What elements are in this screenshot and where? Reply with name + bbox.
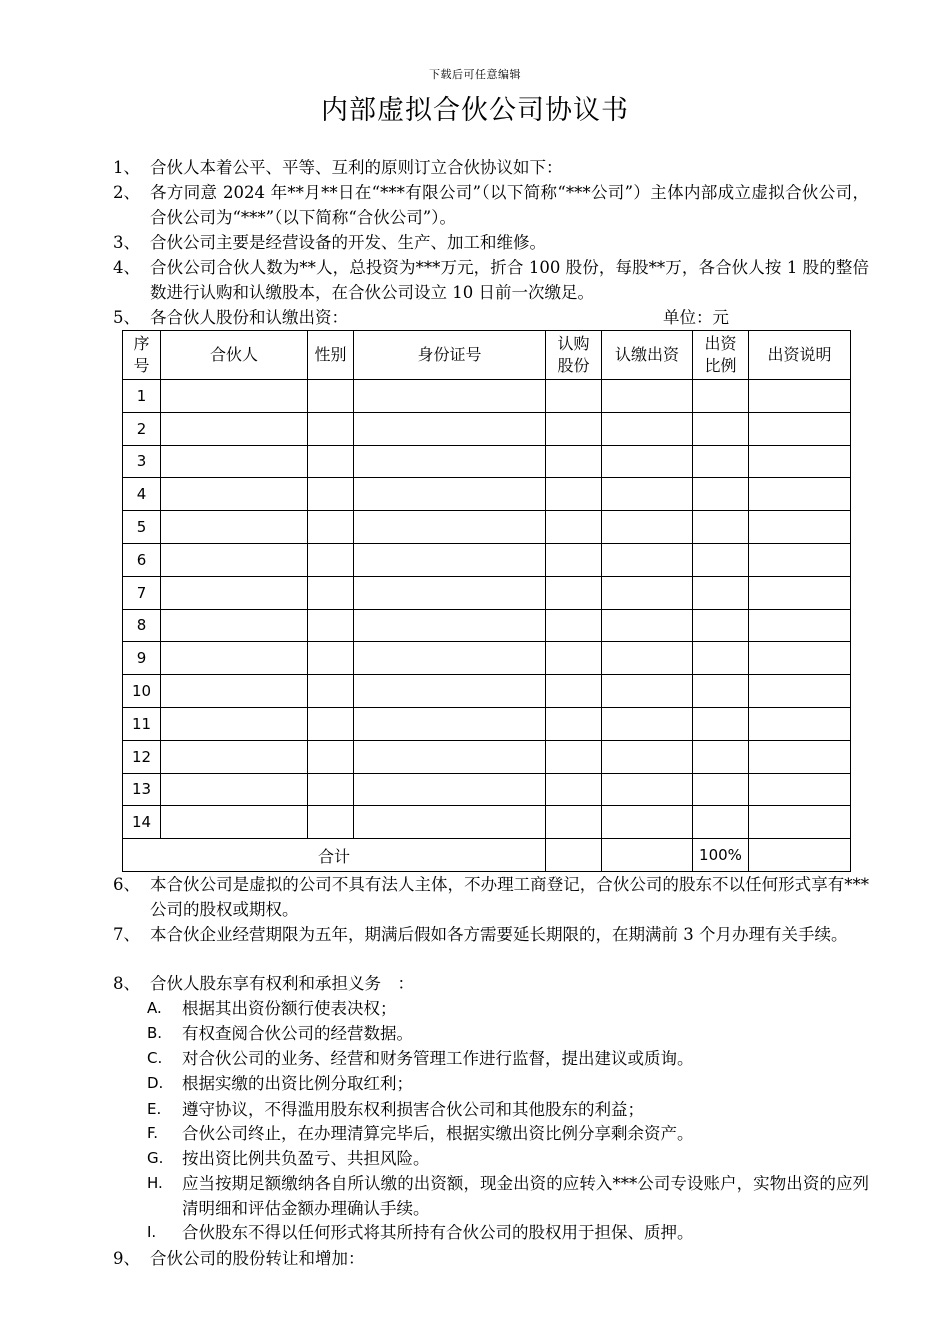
row-index-cell: 6 <box>123 543 161 576</box>
note-cell <box>749 511 851 544</box>
col-header-subscribed-capital: 认缴出资 <box>602 331 693 380</box>
id-number-cell <box>354 412 546 445</box>
id-number-cell <box>354 806 546 839</box>
gender-cell <box>308 806 354 839</box>
partner-name-cell <box>161 576 308 609</box>
clause-number: 8、 <box>113 974 140 993</box>
id-number-cell <box>354 609 546 642</box>
table-row <box>123 380 851 413</box>
capital-cell <box>602 511 693 544</box>
sub-clause-letter: E. <box>147 1100 162 1118</box>
sub-clause-text: 根据实缴的出资比例分取红利； <box>182 1074 413 1093</box>
sub-clause-letter: C. <box>147 1049 163 1067</box>
partner-name-cell <box>161 543 308 576</box>
table-row <box>123 675 851 708</box>
header-note: 下载后可任意编辑 <box>429 68 521 81</box>
sub-clause-b <box>147 1021 869 1046</box>
note-cell <box>749 609 851 642</box>
sub-clause-h <box>147 1171 869 1221</box>
capital-cell <box>602 576 693 609</box>
clause-number: 7、 <box>113 925 140 944</box>
partner-name-cell <box>161 707 308 740</box>
capital-cell <box>602 380 693 413</box>
capital-cell <box>602 609 693 642</box>
gender-cell <box>308 380 354 413</box>
row-index-cell: 1 <box>123 380 161 413</box>
note-cell <box>749 543 851 576</box>
capital-cell <box>602 412 693 445</box>
id-number-cell <box>354 707 546 740</box>
ratio-cell <box>693 642 749 675</box>
clause-9 <box>113 1246 869 1271</box>
sub-clause-c <box>147 1046 869 1071</box>
capital-cell <box>602 773 693 806</box>
sub-clause-text: 应当按期足额缴纳各自所认缴的出资额，现金出资的应转入***公司专设账户，实物出资的应列清明细和评估金额办理确认手续。 <box>182 1174 869 1218</box>
sub-clause-text: 遵守协议，不得滥用股东权利损害合伙公司和其他股东的利益； <box>182 1100 644 1119</box>
id-number-cell <box>354 380 546 413</box>
clause-4 <box>113 255 869 305</box>
ratio-cell <box>693 806 749 839</box>
row-index-cell: 9 <box>123 642 161 675</box>
gender-cell <box>308 511 354 544</box>
gender-cell <box>308 740 354 773</box>
shares-cell <box>546 609 602 642</box>
col-header-capital-note: 出资说明 <box>749 331 851 380</box>
clause-text: 合伙公司主要是经营设备的开发、生产、加工和维修。 <box>150 233 546 252</box>
table-row <box>123 511 851 544</box>
partner-name-cell <box>161 675 308 708</box>
partner-name-cell <box>161 412 308 445</box>
id-number-cell <box>354 642 546 675</box>
clause-text: 本合伙公司是虚拟的公司不具有法人主体，不办理工商登记，合伙公司的股东不以任何形式享有***公司的股权或期权。 <box>150 875 869 919</box>
sub-clause-letter: H. <box>147 1174 163 1192</box>
id-number-cell <box>354 445 546 478</box>
note-cell <box>749 576 851 609</box>
clause-7 <box>113 922 869 947</box>
shares-cell <box>546 543 602 576</box>
partner-name-cell <box>161 740 308 773</box>
partner-name-cell <box>161 478 308 511</box>
partner-name-cell <box>161 380 308 413</box>
clause-number: 4、 <box>113 258 140 277</box>
gender-cell <box>308 642 354 675</box>
capital-cell <box>602 543 693 576</box>
document-title: 内部虚拟合伙公司协议书 <box>321 95 629 126</box>
partner-name-cell <box>161 511 308 544</box>
ratio-cell <box>693 773 749 806</box>
sub-clause-letter: D. <box>147 1074 164 1092</box>
partner-shares-table <box>122 330 851 872</box>
ratio-cell <box>693 478 749 511</box>
shares-cell <box>546 740 602 773</box>
table-total-row <box>123 839 851 872</box>
table-row <box>123 773 851 806</box>
total-capital-cell <box>602 839 693 872</box>
clause-text: 本合伙企业经营期限为五年，期满后假如各方需要延长期限的，在期满前 3 个月办理有关手续。 <box>150 925 848 944</box>
total-shares-cell <box>546 839 602 872</box>
total-note-cell <box>749 839 851 872</box>
partner-name-cell <box>161 642 308 675</box>
col-header-gender: 性别 <box>308 331 354 380</box>
sub-clause-text: 合伙股东不得以任何形式将其所持有合伙公司的股权用于担保、质押。 <box>182 1223 694 1242</box>
note-cell <box>749 675 851 708</box>
row-index-cell: 10 <box>123 675 161 708</box>
table-row <box>123 707 851 740</box>
sub-clause-text: 有权查阅合伙公司的经营数据。 <box>182 1024 413 1043</box>
ratio-cell <box>693 740 749 773</box>
ratio-cell <box>693 543 749 576</box>
sub-clause-letter: I. <box>147 1223 157 1241</box>
clause-number: 2、 <box>113 183 140 202</box>
row-index-cell: 7 <box>123 576 161 609</box>
note-cell <box>749 478 851 511</box>
sub-clause-d <box>147 1071 869 1096</box>
ratio-cell <box>693 675 749 708</box>
row-index-cell: 12 <box>123 740 161 773</box>
sub-clause-g <box>147 1146 869 1171</box>
sub-clause-letter: G. <box>147 1149 164 1167</box>
shares-cell <box>546 675 602 708</box>
ratio-cell <box>693 445 749 478</box>
clause-number: 3、 <box>113 233 140 252</box>
id-number-cell <box>354 478 546 511</box>
id-number-cell <box>354 543 546 576</box>
capital-cell <box>602 445 693 478</box>
shares-cell <box>546 642 602 675</box>
sub-clause-text: 根据其出资份额行使表决权； <box>182 999 397 1018</box>
gender-cell <box>308 773 354 806</box>
ratio-cell <box>693 609 749 642</box>
clause-text: 合伙人股东享有权利和承担义务 ： <box>150 974 414 993</box>
note-cell <box>749 707 851 740</box>
table-row <box>123 478 851 511</box>
shares-cell <box>546 773 602 806</box>
note-cell <box>749 642 851 675</box>
sub-clause-a <box>147 996 869 1021</box>
table-row <box>123 543 851 576</box>
gender-cell <box>308 543 354 576</box>
clause-2 <box>113 180 869 230</box>
id-number-cell <box>354 576 546 609</box>
ratio-cell <box>693 511 749 544</box>
col-header-id-number: 身份证号 <box>354 331 546 380</box>
row-index-cell: 2 <box>123 412 161 445</box>
gender-cell <box>308 445 354 478</box>
table-row <box>123 740 851 773</box>
shares-cell <box>546 576 602 609</box>
ratio-cell <box>693 707 749 740</box>
sub-clause-e <box>147 1097 869 1122</box>
ratio-cell <box>693 412 749 445</box>
ratio-cell <box>693 380 749 413</box>
sub-clause-text: 合伙公司终止，在办理清算完毕后，根据实缴出资比例分享剩余资产。 <box>182 1124 694 1143</box>
row-index-cell: 3 <box>123 445 161 478</box>
capital-cell <box>602 478 693 511</box>
clause-text: 各方同意 2024 年**月**日在“***有限公司”（以下简称“***公司”）主体内部成立虚拟合伙公司，合伙公司为“***”（以下简称“合伙公司”）。 <box>150 183 869 227</box>
table-row <box>123 609 851 642</box>
clause-1 <box>113 155 869 180</box>
sub-clause-letter: A. <box>147 999 162 1017</box>
capital-cell <box>602 707 693 740</box>
id-number-cell <box>354 773 546 806</box>
total-label: 合计 <box>123 839 546 872</box>
gender-cell <box>308 609 354 642</box>
row-index-cell: 11 <box>123 707 161 740</box>
clause-text: 合伙公司的股份转让和增加： <box>150 1249 365 1268</box>
shares-cell <box>546 445 602 478</box>
clause-number: 1、 <box>113 158 140 177</box>
col-header-index: 序号 <box>123 331 161 380</box>
id-number-cell <box>354 740 546 773</box>
clause-6 <box>113 872 869 922</box>
capital-cell <box>602 642 693 675</box>
shares-cell <box>546 806 602 839</box>
gender-cell <box>308 707 354 740</box>
note-cell <box>749 773 851 806</box>
note-cell <box>749 380 851 413</box>
clause-text: 合伙人本着公平、平等、互利的原则订立合伙协议如下： <box>150 158 563 177</box>
note-cell <box>749 740 851 773</box>
capital-cell <box>602 675 693 708</box>
row-index-cell: 5 <box>123 511 161 544</box>
sub-clause-i <box>147 1220 869 1245</box>
row-index-cell: 13 <box>123 773 161 806</box>
capital-cell <box>602 806 693 839</box>
row-index-cell: 8 <box>123 609 161 642</box>
unit-label: 单位：元 <box>663 308 729 327</box>
note-cell <box>749 412 851 445</box>
clause-number: 9、 <box>113 1249 140 1268</box>
table-row <box>123 412 851 445</box>
gender-cell <box>308 576 354 609</box>
capital-cell <box>602 740 693 773</box>
table-header-row <box>123 331 851 380</box>
table-row <box>123 445 851 478</box>
clause-8 <box>113 971 869 996</box>
id-number-cell <box>354 511 546 544</box>
id-number-cell <box>354 675 546 708</box>
clause-text: 各合伙人股份和认缴出资： <box>150 308 348 327</box>
col-header-partner: 合伙人 <box>161 331 308 380</box>
shares-cell <box>546 412 602 445</box>
shares-cell <box>546 511 602 544</box>
partner-name-cell <box>161 609 308 642</box>
sub-clause-f <box>147 1121 869 1146</box>
table-row <box>123 576 851 609</box>
sub-clause-text: 对合伙公司的业务、经营和财务管理工作进行监督，提出建议或质询。 <box>182 1049 694 1068</box>
clause-3 <box>113 230 869 255</box>
total-ratio-cell: 100% <box>693 839 749 872</box>
sub-clause-text: 按出资比例共负盈亏、共担风险。 <box>182 1149 430 1168</box>
partner-name-cell <box>161 445 308 478</box>
row-index-cell: 14 <box>123 806 161 839</box>
col-header-capital-ratio: 出资比例 <box>693 331 749 380</box>
shares-cell <box>546 707 602 740</box>
note-cell <box>749 445 851 478</box>
gender-cell <box>308 412 354 445</box>
clause-text: 合伙公司合伙人数为**人，总投资为***万元，折合 100 股份，每股**万，各合伙人按 1 股的整倍数进行认购和认缴股本，在合伙公司设立 10 日前一次缴足。 <box>150 258 869 302</box>
clause-number: 6、 <box>113 875 140 894</box>
ratio-cell <box>693 576 749 609</box>
partner-name-cell <box>161 806 308 839</box>
sub-clause-letter: B. <box>147 1024 163 1042</box>
shares-cell <box>546 478 602 511</box>
shares-cell <box>546 380 602 413</box>
table-row <box>123 806 851 839</box>
col-header-subscribed-shares: 认购股份 <box>546 331 602 380</box>
clause-number: 5、 <box>113 308 140 327</box>
note-cell <box>749 806 851 839</box>
sub-clause-letter: F. <box>147 1124 158 1142</box>
partner-name-cell <box>161 773 308 806</box>
table-row <box>123 642 851 675</box>
gender-cell <box>308 478 354 511</box>
clause-5 <box>113 305 869 330</box>
row-index-cell: 4 <box>123 478 161 511</box>
gender-cell <box>308 675 354 708</box>
